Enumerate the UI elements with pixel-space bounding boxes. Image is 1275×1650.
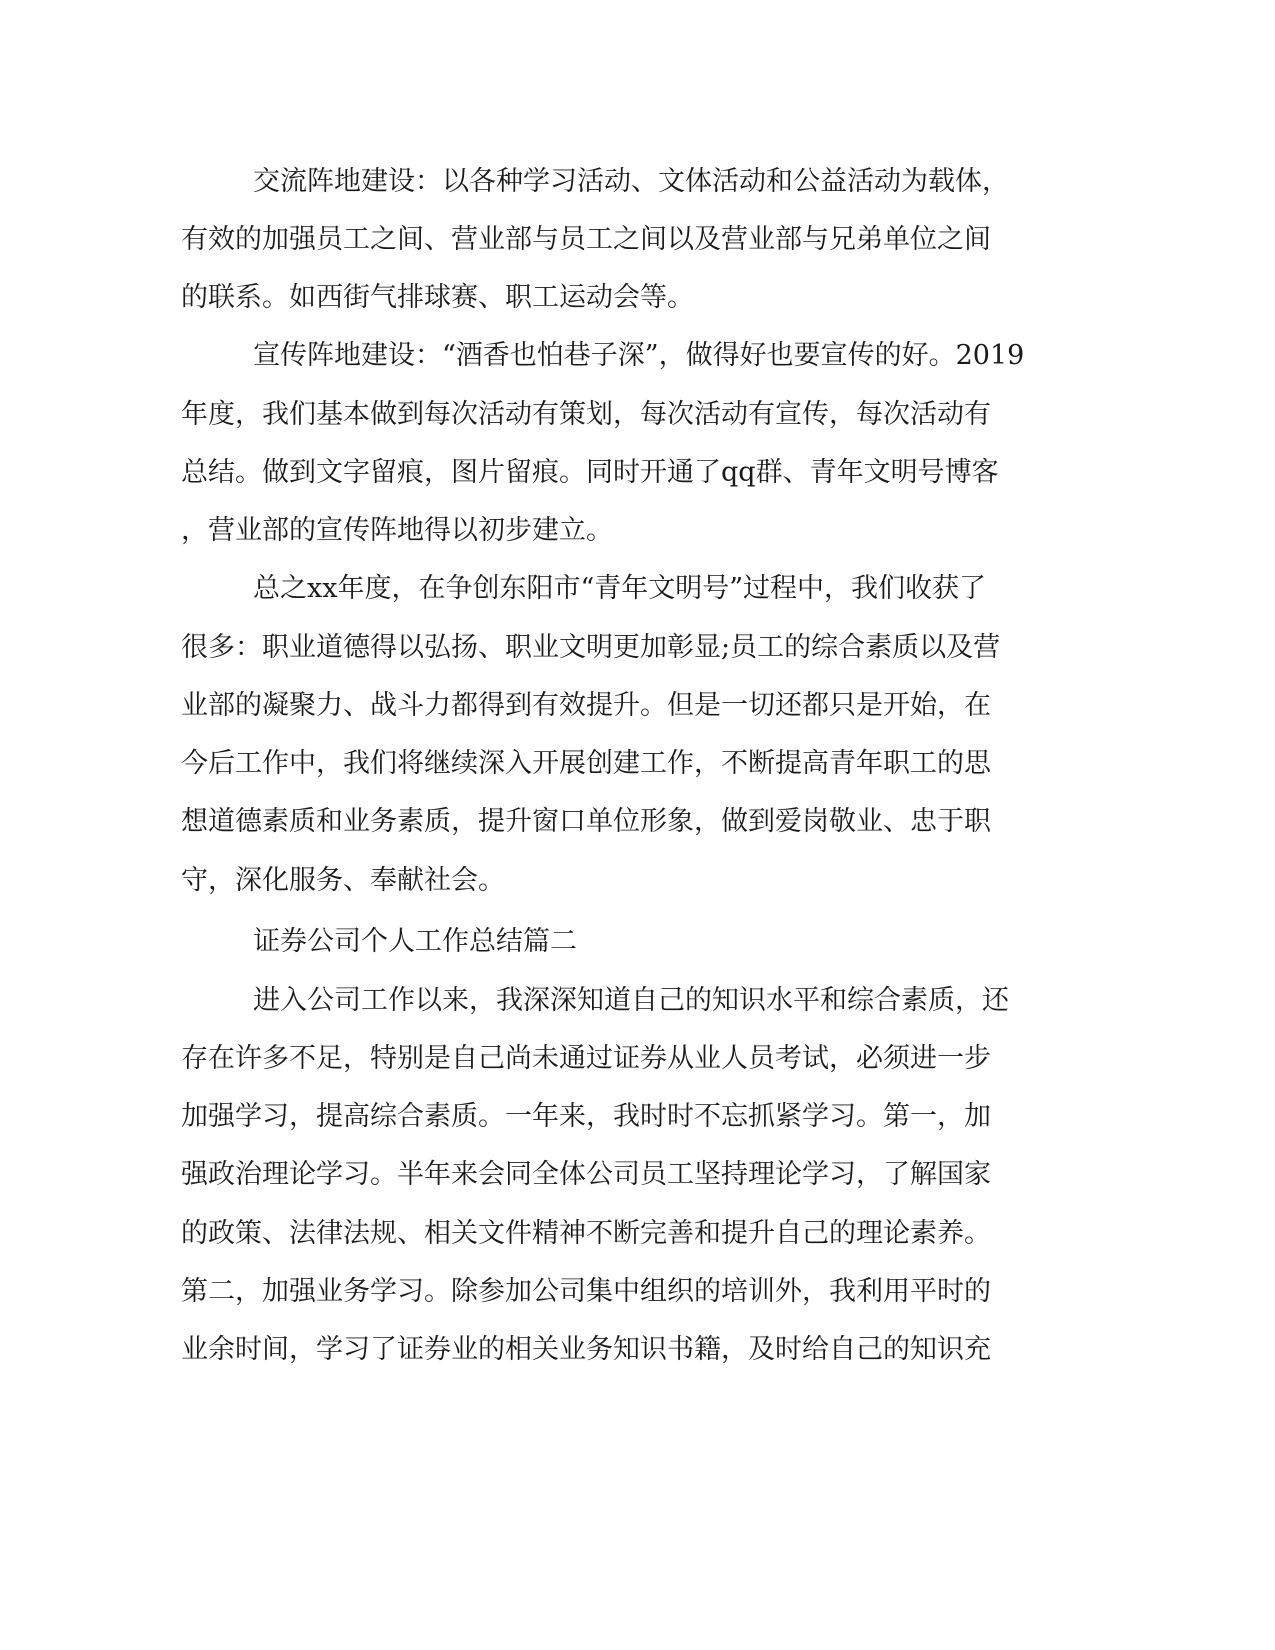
text-line: ，营业部的宣传阵地得以初步建立。 — [181, 515, 613, 546]
text-line: 的政策、法律法规、相关文件精神不断完善和提升自己的理论素养。 — [181, 1218, 991, 1249]
text-line: 加强学习，提高综合素质。一年来，我时时不忘抓紧学习。第一，加 — [181, 1101, 991, 1132]
text-line: 第二，加强业务学习。除参加公司集中组织的培训外，我利用平时的 — [181, 1276, 991, 1307]
text-line: 业部的凝聚力、战斗力都得到有效提升。但是一切还都只是开始，在 — [181, 690, 991, 721]
text-line: 存在许多不足，特别是自己尚未通过证券从业人员考试，必须进一步 — [181, 1043, 991, 1074]
text-line: 想道德素质和业务素质，提升窗口单位形象，做到爱岗敬业、忠于职 — [181, 806, 991, 837]
text-line: 很多：职业道德得以弘扬、职业文明更加彰显;员工的综合素质以及营 — [181, 632, 1001, 663]
text-line: 今后工作中，我们将继续深入开展创建工作，不断提高青年职工的思 — [181, 748, 991, 779]
text-line: 的联系。如西街气排球赛、职工运动会等。 — [181, 282, 694, 313]
text-line: 进入公司工作以来，我深深知道自己的知识水平和综合素质，还 — [253, 985, 1009, 1016]
text-line: 年度，我们基本做到每次活动有策划，每次活动有宣传，每次活动有 — [181, 399, 991, 430]
text-line: 宣传阵地建设：“酒香也怕巷子深”，做得好也要宣传的好。2019 — [253, 340, 1025, 371]
text-line: 守，深化服务、奉献社会。 — [181, 865, 505, 896]
text-line: 业余时间，学习了证券业的相关业务知识书籍，及时给自己的知识充 — [181, 1334, 991, 1365]
text-line: 总之xx年度，在争创东阳市“青年文明号”过程中，我们收获了 — [253, 573, 987, 604]
section-heading: 证券公司个人工作总结篇二 — [253, 926, 577, 957]
text-line: 交流阵地建设：以各种学习活动、文体活动和公益活动为载体， — [253, 166, 1009, 197]
text-line: 总结。做到文字留痕，图片留痕。同时开通了qq群、青年文明号博客 — [181, 457, 999, 488]
text-line: 强政治理论学习。半年来会同全体公司员工坚持理论学习，了解国家 — [181, 1159, 991, 1190]
text-line: 有效的加强员工之间、营业部与员工之间以及营业部与兄弟单位之间 — [181, 224, 991, 255]
